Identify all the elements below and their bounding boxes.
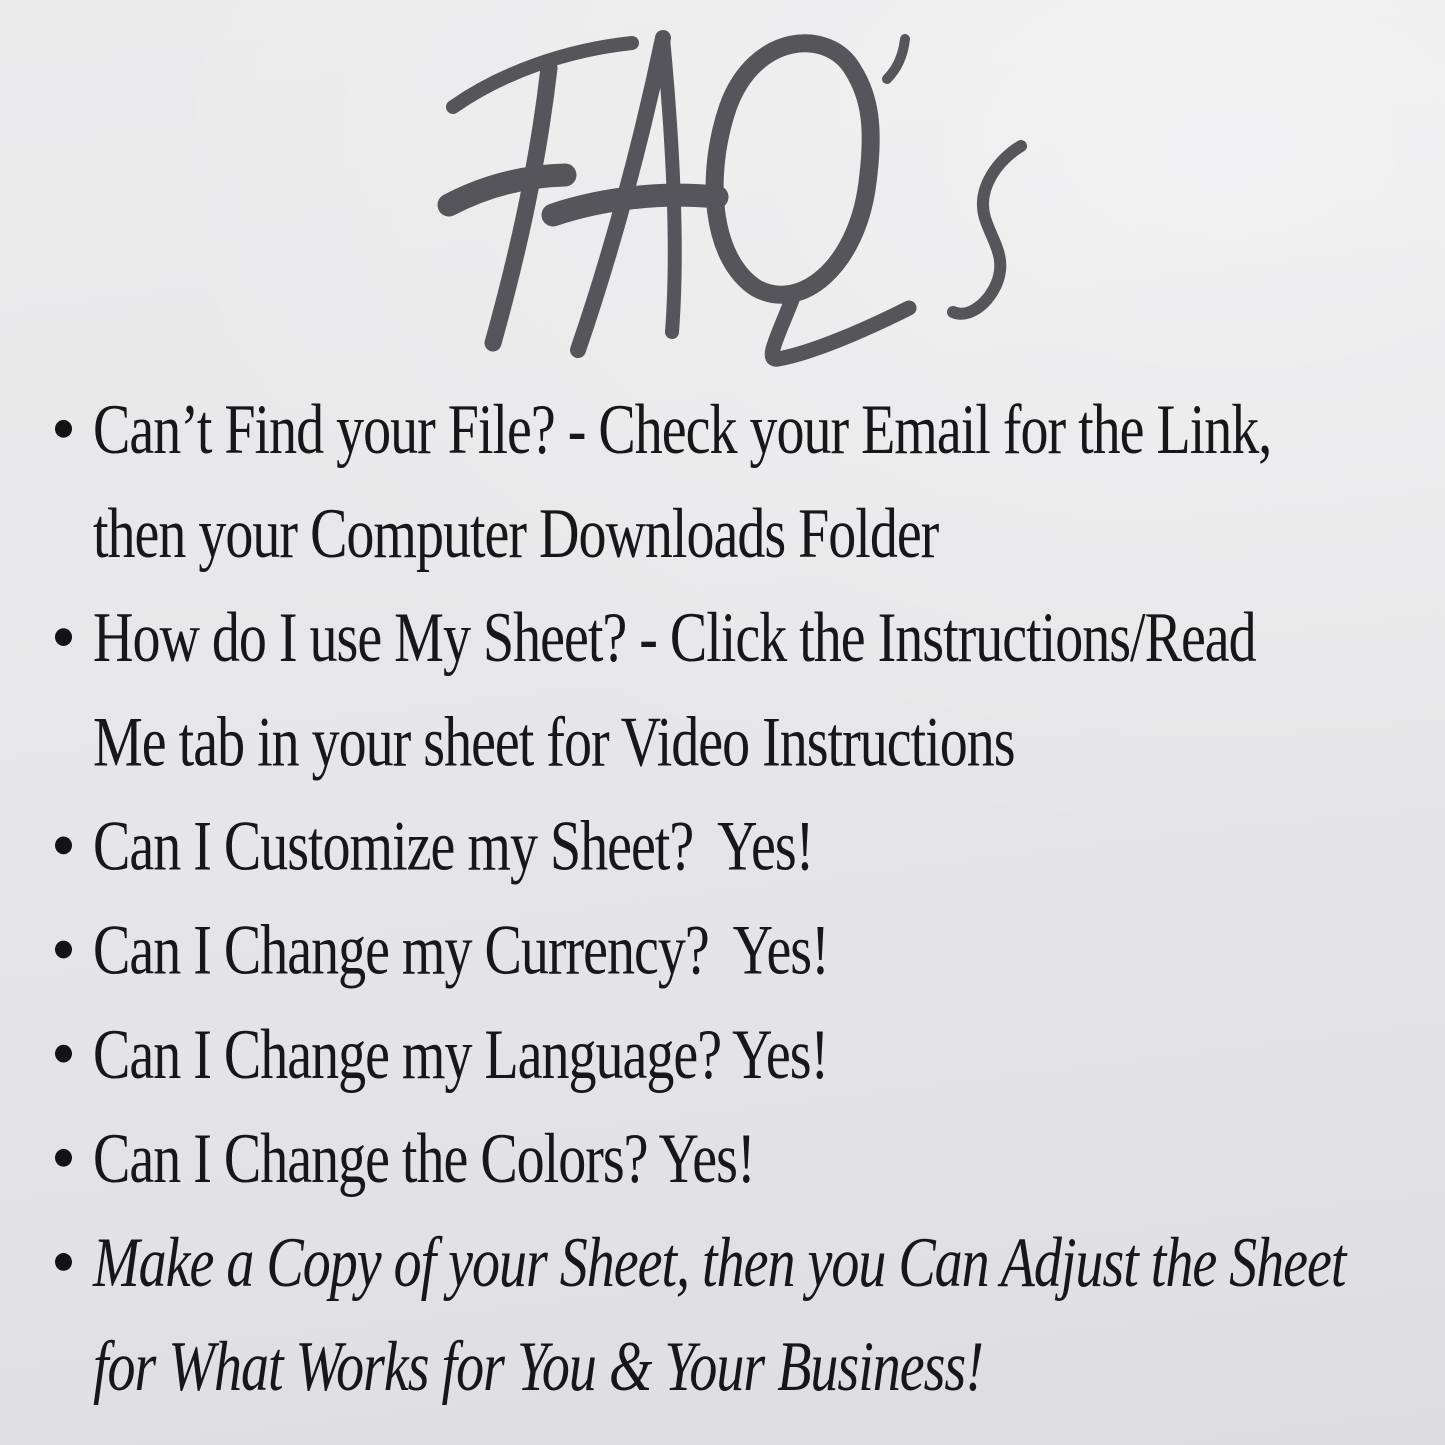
apostrophe <box>887 39 905 79</box>
bullet-dot <box>55 628 72 646</box>
faq-line: Make a Copy of your Sheet, then you Can Adjust the Sheet <box>93 1223 1346 1303</box>
bullet-dot <box>55 941 72 959</box>
faq-line: Can I Customize my Sheet? Yes! <box>93 807 814 886</box>
faq-item <box>55 795 1345 899</box>
faq-item <box>55 586 1345 794</box>
letter-q-bowl <box>715 43 871 294</box>
faq-item <box>55 378 1345 586</box>
faq-item <box>55 1003 1345 1107</box>
bullet-dot <box>55 1149 72 1167</box>
faq-line: Can’t Find your File? - Check your Email for the Link, <box>93 390 1272 470</box>
faq-line: Me tab in your sheet for Video Instructions <box>93 703 1015 782</box>
faq-line: for What Works for You & Your Business! <box>93 1327 983 1407</box>
faq-item <box>55 899 1345 1003</box>
letter-s <box>953 146 1021 314</box>
faq-line: Can I Change my Currency? Yes! <box>93 911 829 991</box>
faq-line: How do I use My Sheet? - Click the Instructions/Read <box>93 598 1256 678</box>
page-title <box>425 12 1045 372</box>
letter-a-crossbar <box>553 195 717 215</box>
faq-title-brush-lettering <box>425 12 1045 372</box>
faq-line: Can I Change the Colors? Yes! <box>93 1119 755 1199</box>
bullet-dot <box>55 1045 72 1063</box>
faq-line: then your Computer Downloads Folder <box>93 494 939 574</box>
bullet-dot <box>55 836 72 854</box>
faq-item-note <box>55 1211 1345 1419</box>
faq-list <box>55 378 1345 1419</box>
letter-q-tail <box>772 292 909 359</box>
letter-f-crossbar <box>449 175 565 205</box>
bullet-dot <box>55 1253 72 1271</box>
faq-item <box>55 1107 1345 1211</box>
faq-line: Can I Change my Language? Yes! <box>93 1015 829 1095</box>
bullet-dot <box>55 420 72 438</box>
letter-f-stem <box>493 68 549 343</box>
